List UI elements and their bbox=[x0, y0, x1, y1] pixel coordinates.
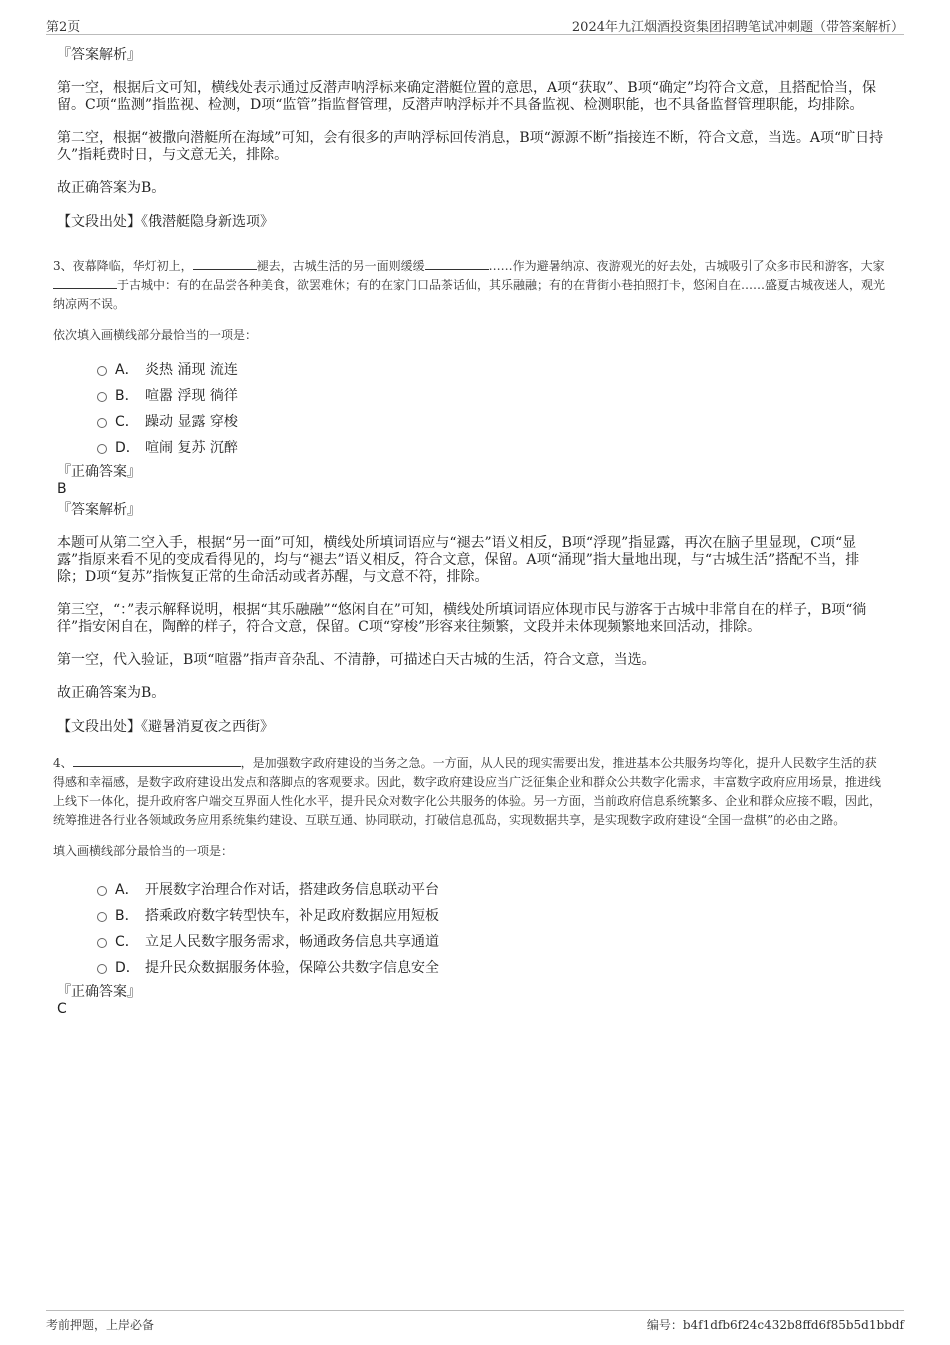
q3-blank-3 bbox=[53, 276, 117, 289]
q2-analysis-p2: 第二空，根据“被撒向潜艇所在海域”可知，会有很多的声呐浮标回传消息，B项“源源不断”指接连不断，符合文意，当选。A项“旷日持久”指耗费时日，与文意无关，排除。 bbox=[57, 130, 884, 163]
q3-blank-1 bbox=[193, 257, 257, 270]
document-title: 2024年九江烟酒投资集团招聘笔试冲刺题（带答案解析） bbox=[571, 20, 904, 35]
q3-source: 【文段出处】《避暑消夏夜之西街》 bbox=[57, 719, 274, 735]
q4-stem: 4、 ，是加强数字政府建设的当务之急。一方面，从人民的现实需要出发，推进基本公共服务均等化，提升人民数字生活的获得感和幸福感，是数字政府建设出发点和落脚点的客观要求。因此，数字政府建设应当广泛征集企业和群众公共数字化需求，丰富数字政府应用场景，推进线上线下一体化，提升政府客户端交互界面人性化水平，提升民众对数字化公共服务的体验。另一方面，当前政府信息系统繁多、企业和群众应接不暇，因此，统筹推进各行业各领域政务应用系统集约建设、互联互通、协同联动，打破信息孤岛，实现数据共享，是实现数字政府建设“全国一盘棋”的必由之路。 bbox=[53, 756, 882, 827]
document-content bbox=[53, 46, 887, 1017]
q4-blank bbox=[73, 754, 241, 767]
q3-option-a[interactable]: A． 炎热 涌现 流连 bbox=[57, 357, 887, 383]
q4-correct-label: 『正确答案』 bbox=[57, 984, 141, 1000]
page-header bbox=[46, 14, 904, 35]
q2-answer-statement: 故正确答案为B。 bbox=[57, 180, 166, 196]
q4-options bbox=[57, 877, 887, 981]
q3-analysis-p1: 本题可从第二空入手，根据“另一面”可知，横线处所填词语应与“褪去”语义相反，B项“浮现”指显露，再次在脑子里显现，C项“显露”指原来看不见的变成看得见的，均与“褪去”语义相反，符合文意，保留。A项“涌现”指大量地出现，与“古城生活”搭配不当，排除；D项“复苏”指恢复正常的生命活动或者苏醒，与文意不符，排除。 bbox=[57, 535, 860, 585]
q3-analysis-p3: 第一空，代入验证，B项“喧嚣”指声音杂乱、不清静，可描述白天古城的生活，符合文意，当选。 bbox=[57, 652, 656, 668]
q4-correct-answer: C bbox=[57, 1001, 67, 1017]
page-number: 第2页 bbox=[46, 20, 81, 35]
q2-analysis-label: 『答案解析』 bbox=[57, 47, 141, 63]
radio-icon[interactable] bbox=[97, 418, 107, 428]
q3-stem: 3、夜幕降临，华灯初上， 褪去，古城生活的另一面则缓缓 ……作为避暑纳凉、夜游观光的好去处，古城吸引了众多市民和游客，大家于古城中：有的在品尝各种美食，欲罢难休；有的在家门口品茶话仙，其乐融融；有的在背街小巷拍照打卡，悠闲自在……盛夏古城夜迷人，观光纳凉两不误。 bbox=[53, 259, 886, 311]
q3-analysis-p2: 第三空，“：”表示解释说明，根据“其乐融融”“悠闲自在”可知，横线处所填词语应体现市民与游客于古城中非常自在的样子，B项“徜徉”指安闲自在，陶醉的样子，符合文意，保留。C项“穿梭”形容来往频繁，文段并未体现频繁地来回活动，排除。 bbox=[57, 602, 867, 635]
q3-correct-answer: B bbox=[57, 481, 67, 497]
q4-option-b[interactable]: B． 搭乘政府数字转型快车，补足政府数据应用短板 bbox=[57, 903, 887, 929]
q3-analysis-label: 『答案解析』 bbox=[57, 502, 141, 518]
q2-source: 【文段出处】《俄潜艇隐身新选项》 bbox=[57, 214, 274, 230]
q3-options bbox=[57, 357, 887, 461]
footer-slogan: 考前押题，上岸必备 bbox=[46, 1318, 155, 1332]
radio-icon[interactable] bbox=[97, 366, 107, 376]
q3-blank-2 bbox=[425, 257, 489, 270]
q3-option-d[interactable]: D． 喧闹 复苏 沉醉 bbox=[57, 435, 887, 461]
radio-icon[interactable] bbox=[97, 938, 107, 948]
q3-correct-label: 『正确答案』 bbox=[57, 464, 141, 480]
document-id: 编号：b4f1dfb6f24c432b8ffd6f85b5d1bbdf bbox=[646, 1318, 904, 1332]
page-footer bbox=[46, 1310, 904, 1335]
q4-prompt: 填入画横线部分最恰当的一项是： bbox=[53, 844, 234, 858]
q3-option-c[interactable]: C． 躁动 显露 穿梭 bbox=[57, 409, 887, 435]
radio-icon[interactable] bbox=[97, 912, 107, 922]
q4-option-d[interactable]: D． 提升民众数据服务体验，保障公共数字信息安全 bbox=[57, 955, 887, 981]
radio-icon[interactable] bbox=[97, 886, 107, 896]
q4-option-c[interactable]: C． 立足人民数字服务需求，畅通政务信息共享通道 bbox=[57, 929, 887, 955]
radio-icon[interactable] bbox=[97, 964, 107, 974]
q3-prompt: 依次填入画横线部分最恰当的一项是： bbox=[53, 328, 258, 342]
q3-option-b[interactable]: B． 喧嚣 浮现 徜徉 bbox=[57, 383, 887, 409]
radio-icon[interactable] bbox=[97, 392, 107, 402]
q4-option-a[interactable]: A． 开展数字治理合作对话，搭建政务信息联动平台 bbox=[57, 877, 887, 903]
q2-analysis-p1: 第一空，根据后文可知，横线处表示通过反潜声呐浮标来确定潜艇位置的意思，A项“获取”、B项“确定”均符合文意，且搭配恰当，保留。C项“监测”指监视、检测，D项“监管”指监督管理，反潜声呐浮标并不具备监视、检测职能，也不具备监督管理职能，均排除。 bbox=[57, 80, 877, 113]
q3-answer-statement: 故正确答案为B。 bbox=[57, 685, 166, 701]
radio-icon[interactable] bbox=[97, 444, 107, 454]
